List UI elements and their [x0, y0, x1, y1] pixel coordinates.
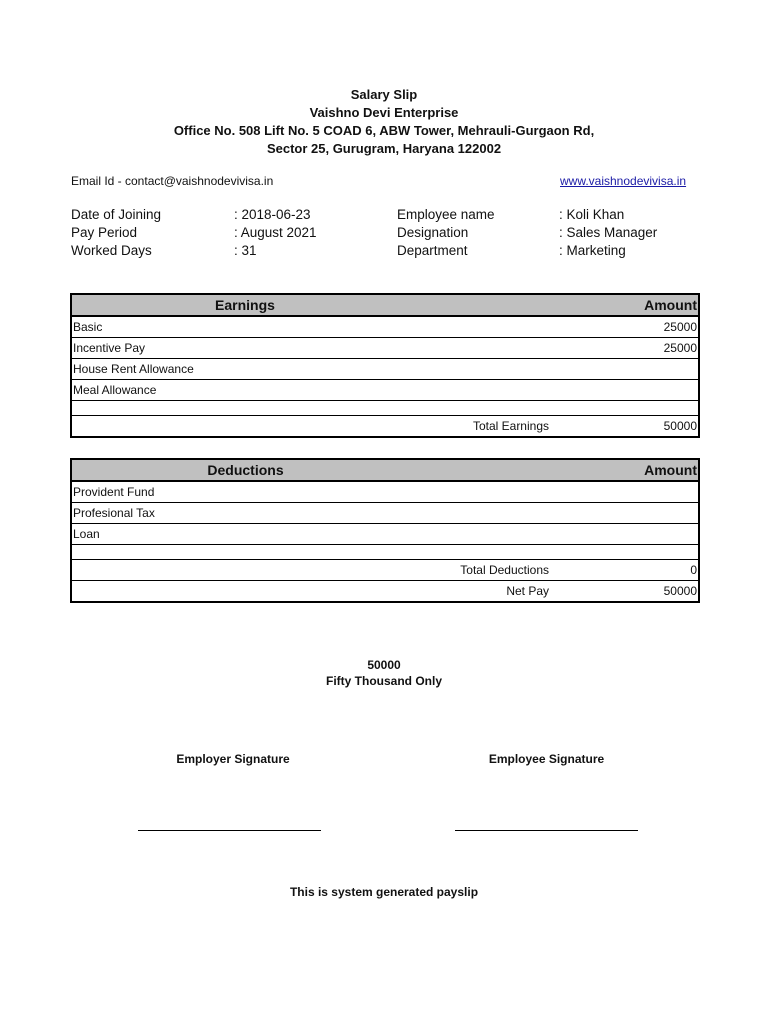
- earning-name: Incentive Pay: [71, 338, 559, 359]
- earning-name: Basic: [71, 316, 559, 338]
- total-deductions-row: [71, 560, 699, 581]
- deductions-header-row: [71, 459, 699, 481]
- website-link[interactable]: www.vaishnodevivisa.in: [560, 174, 687, 188]
- company-name: Vaishno Devi Enterprise: [309, 105, 459, 120]
- slip-title: Salary Slip: [350, 87, 418, 102]
- employee-signature-label: Employee Signature: [488, 752, 605, 766]
- pay-period-label: Pay Period: [71, 225, 138, 240]
- deductions-amount-header: Amount: [559, 459, 699, 481]
- table-row: [71, 380, 699, 401]
- earning-amount: [559, 359, 699, 380]
- table-row: [71, 481, 699, 503]
- earning-name: House Rent Allowance: [71, 359, 559, 380]
- deductions-table: [70, 458, 700, 603]
- empty-row: [71, 401, 699, 416]
- department-value: : Marketing: [559, 243, 626, 258]
- designation-label: Designation: [397, 225, 469, 240]
- earning-name: Meal Allowance: [71, 380, 559, 401]
- pay-period-value: : August 2021: [234, 225, 317, 240]
- info-right-labels: [397, 206, 495, 260]
- employee-name-value: : Koli Khan: [559, 207, 625, 222]
- info-left-values: [234, 206, 317, 260]
- address-line-1: Office No. 508 Lift No. 5 COAD 6, ABW Tower, Mehrauli-Gurgaon Rd,: [173, 123, 595, 138]
- empty-row: [71, 545, 699, 560]
- joining-label: Date of Joining: [71, 207, 162, 222]
- earnings-header-row: [71, 294, 699, 316]
- deduction-amount: [559, 481, 699, 503]
- table-row: [71, 359, 699, 380]
- net-pay-value: 50000: [663, 584, 697, 598]
- employee-name-label: Employee name: [397, 207, 495, 222]
- total-earnings-value: 50000: [663, 419, 697, 433]
- earning-amount: [559, 380, 699, 401]
- table-row: [71, 316, 699, 338]
- total-earnings-row: [71, 416, 699, 438]
- net-pay-row: [71, 581, 699, 603]
- deduction-name: Profesional Tax: [71, 503, 559, 524]
- deduction-name: Loan: [71, 524, 559, 545]
- earning-amount: 25000: [559, 338, 699, 359]
- table-row: [71, 338, 699, 359]
- net-amount: 50000: [367, 658, 401, 672]
- employer-signature-label: Employer Signature: [176, 752, 290, 766]
- earnings-amount-header: Amount: [559, 294, 699, 316]
- employee-signature-line: [455, 830, 638, 831]
- worked-days-value: : 31: [234, 243, 257, 258]
- joining-value: : 2018-06-23: [234, 207, 311, 222]
- total-deductions-label: Total Deductions: [71, 560, 559, 581]
- address-line-2: Sector 25, Gurugram, Haryana 122002: [266, 141, 502, 156]
- earnings-table: [70, 293, 700, 438]
- email-text: Email Id - contact@vaishnodevivisa.in: [71, 174, 274, 188]
- designation-value: : Sales Manager: [559, 225, 658, 240]
- info-left-labels: [71, 206, 161, 260]
- department-label: Department: [397, 243, 468, 258]
- earnings-header: Earnings: [71, 294, 559, 316]
- total-earnings-label: Total Earnings: [472, 419, 549, 433]
- footer-note: This is system generated payslip: [289, 885, 479, 899]
- slip-header: [0, 86, 768, 158]
- table-row: [71, 524, 699, 545]
- net-summary: [0, 657, 768, 689]
- deduction-amount: [559, 503, 699, 524]
- total-deductions-value: 0: [559, 560, 699, 581]
- table-row: [71, 503, 699, 524]
- net-pay-label: Net Pay: [506, 584, 549, 598]
- worked-days-label: Worked Days: [71, 243, 152, 258]
- earning-amount: 25000: [559, 316, 699, 338]
- deduction-amount: [559, 524, 699, 545]
- info-right-values: [559, 206, 657, 260]
- employer-signature-line: [138, 830, 321, 831]
- net-amount-words: Fifty Thousand Only: [326, 674, 442, 688]
- deduction-name: Provident Fund: [71, 481, 559, 503]
- deductions-header: Deductions: [71, 459, 559, 481]
